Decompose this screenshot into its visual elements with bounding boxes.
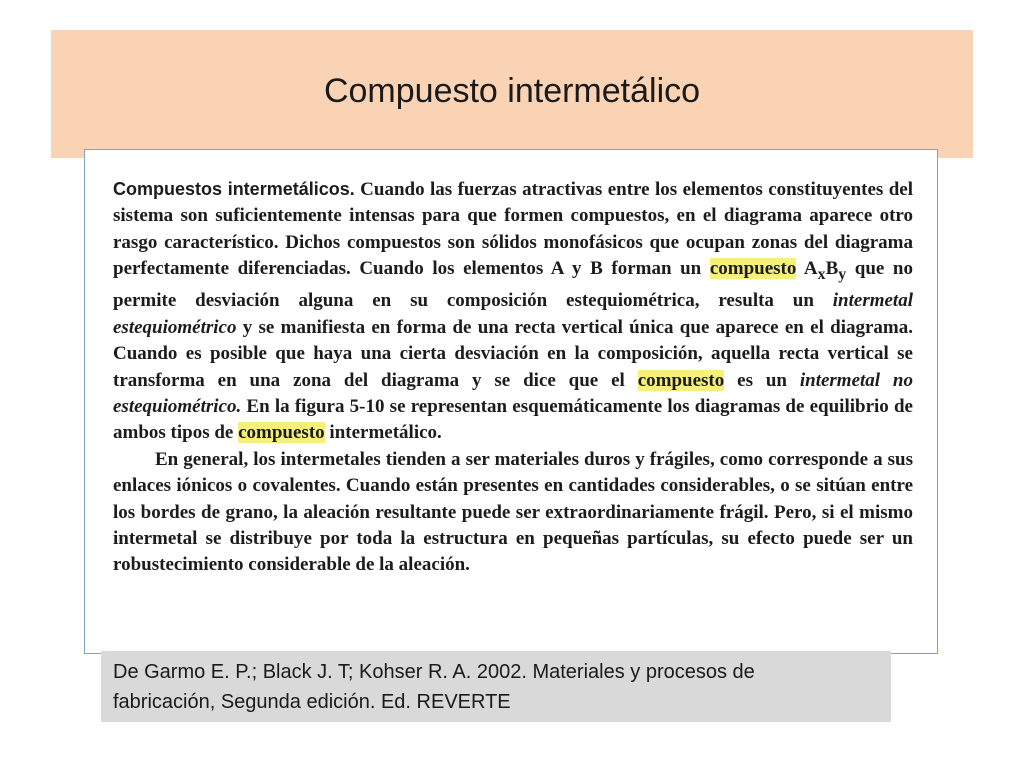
scanned-excerpt-frame (84, 149, 938, 654)
italic-term: intermetal estequiométrico (113, 290, 913, 338)
highlighted-term: compuesto (238, 422, 325, 444)
formula-a: A (796, 258, 818, 280)
excerpt-text-run: En la figura 5-10 se representan esquemáticamente los diagramas de equilibrio de ambos tipos de (113, 396, 913, 444)
excerpt-paragraph-2: En general, los intermetales tienden a ser materiales duros y frágiles, como corresponde a sus enlaces iónicos o covalentes. Cuando están presentes en cantidades considerables, o se sitúan entre los bordes de grano, la aleación resultante puede ser extraordinariamente frágil. Pero, si el mismo intermetal se distribuye por toda la estructura en pequeñas partículas, su efecto puede ser un robustecimiento considerable de la aleación. (113, 448, 913, 576)
excerpt-text-run: es un (724, 369, 800, 391)
excerpt-text-run: intermetálico. (324, 422, 442, 444)
highlighted-term: compuesto (709, 258, 797, 280)
formula-b: B (825, 258, 839, 280)
slide-title: Compuesto intermetálico (323, 72, 701, 110)
excerpt-paragraph-1 (113, 176, 913, 447)
italic-term: intermetal no estequiométrico. (113, 369, 913, 418)
citation-line-1: De Garmo E. P.; Black J. T; Kohser R. A. 2002. Materiales y procesos de (113, 661, 755, 683)
scanned-excerpt-text (113, 176, 913, 579)
excerpt-text-run: Cuando las fuerzas atractivas entre los elementos constituyentes del sistema son suficientemente intensas para que formen compuestos, en el diagrama aparece otro rasgo característico. Dichos compuestos son sólidos monofásicos que ocupan zonas del diagrama perfectamente diferenciadas. Cuando los elementos A y B forman un (113, 179, 913, 280)
formula-subscript-y: y (838, 266, 847, 284)
excerpt-text-run: que no permite desviación alguna en su composición estequiométrica, resulta un (113, 258, 913, 312)
lead-term: Compuestos intermetálicos. (113, 179, 355, 199)
highlighted-term: compuesto (637, 369, 725, 391)
excerpt-text-run: y se manifiesta en forma de una recta vertical única que aparece en el diagrama. Cuando es posible que haya una cierta desviación en la composición, aquella recta vertical se transforma en una zona del diagrama y se dice que el (113, 316, 913, 391)
citation-box (101, 651, 891, 722)
citation-line-2: fabricación, Segunda edición. Ed. REVERTE (113, 691, 511, 713)
formula-subscript-x: x (817, 266, 826, 284)
